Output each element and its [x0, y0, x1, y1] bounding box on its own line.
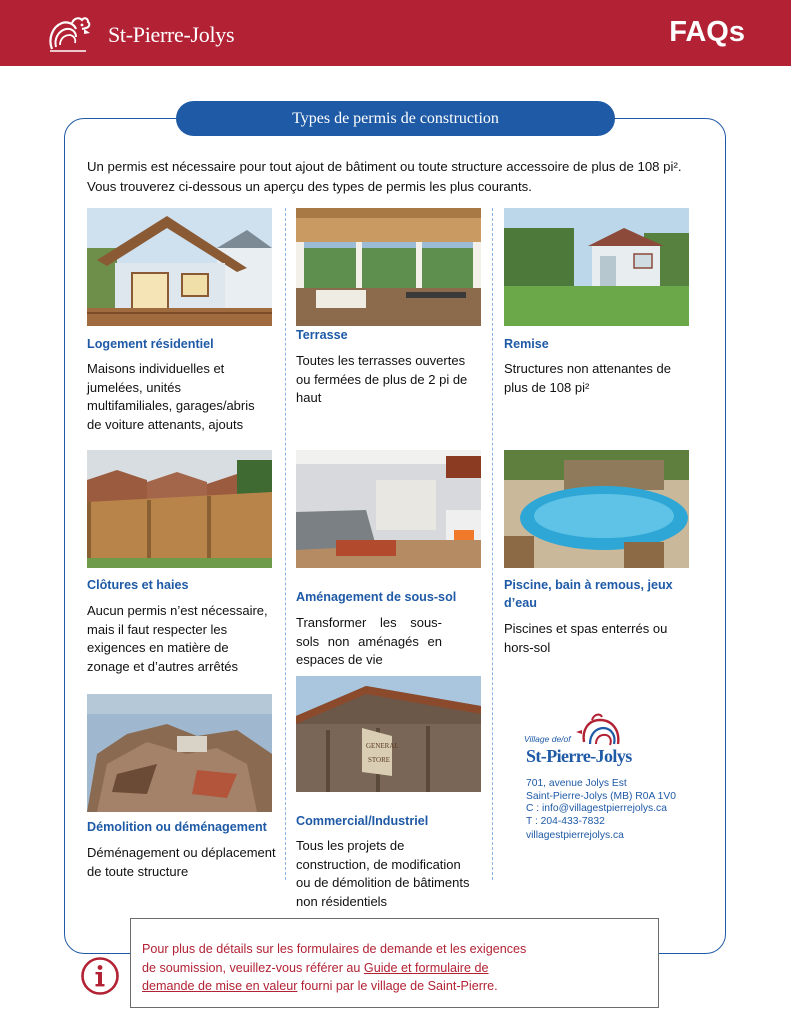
- permit-desc-remise: Structures non attenantes de plus de 108 pi²: [504, 361, 671, 395]
- permit-title-sous-sol: Aménagement de sous-sol: [296, 590, 457, 604]
- svg-text:STORE: STORE: [368, 756, 391, 764]
- contact-info: [526, 778, 676, 843]
- guide-link-part-1[interactable]: Guide et formulaire de: [363, 960, 489, 975]
- permit-title-demolition: Démolition ou déménagement: [87, 820, 267, 834]
- contact-phone: T : 204-433-7832: [526, 815, 605, 827]
- permit-desc-sous-sol: Transformer les sous-sols non aménagés en espaces de vie: [296, 615, 442, 667]
- permit-desc-clotures: Aucun permis n’est nécessaire, mais il faut respecter les exigences en matière de zonage et d’autres arrêtés: [87, 603, 268, 674]
- notice-line-3: fourni par le village de Saint-Pierre.: [297, 979, 498, 993]
- column-separator-2: [492, 208, 493, 880]
- intro-text: [87, 157, 707, 197]
- svg-text:GENERAL: GENERAL: [366, 742, 399, 750]
- notice-line-1: Pour plus de détails sur les formulaires de demande et les exigences: [142, 942, 527, 956]
- rooster-logo-icon: [46, 15, 98, 55]
- contact-email[interactable]: C : info@villagestpierrejolys.ca: [526, 803, 667, 815]
- permit-title-remise: Remise: [504, 337, 549, 351]
- permit-desc-demolition: Déménagement ou déplacement de toute structure: [87, 845, 276, 879]
- garden-shed-photo: [504, 208, 689, 326]
- intro-line-2: Vous trouverez ci-dessous un aperçu des types de permis les plus courants.: [87, 179, 532, 194]
- intro-line-1: Un permis est nécessaire pour tout ajout de bâtiment ou toute structure accessoire de plus de 108 pi².: [87, 159, 682, 174]
- finished-basement-photo: [296, 450, 481, 568]
- village-logo-small-text: Village de/of: [524, 734, 571, 744]
- permit-title-logement: Logement résidentiel: [87, 337, 214, 351]
- permit-desc-terrasse: Toutes les terrasses ouvertes ou fermées de plus de 2 pi de haut: [296, 353, 468, 405]
- village-logo-name: St-Pierre-Jolys: [526, 746, 632, 766]
- guide-link-part-2[interactable]: demande de mise en valeur: [142, 979, 298, 993]
- demolished-building-photo: [87, 694, 272, 812]
- page-header: [0, 0, 791, 66]
- general-store-photo: [296, 676, 481, 792]
- permit-desc-logement: Maisons individuelles et jumelées, unités multifamiliales, garages/abris de voiture attenants, ajouts: [87, 361, 255, 432]
- permit-desc-piscine: Piscines et spas enterrés ou hors-sol: [504, 621, 668, 655]
- info-icon: [80, 956, 120, 996]
- permit-title-piscine: Piscine, bain à remous, jeux d’eau: [504, 578, 673, 610]
- contact-address-1: 701, avenue Jolys Est: [526, 778, 627, 789]
- swimming-pool-photo: [504, 450, 689, 568]
- permit-title-clotures: Clôtures et haies: [87, 578, 189, 592]
- header-logo-text: St-Pierre-Jolys: [108, 22, 235, 47]
- contact-address-2: Saint-Pierre-Jolys (MB) R0A 1V0: [526, 790, 676, 802]
- covered-deck-photo: [296, 208, 481, 326]
- permit-title-terrasse: Terrasse: [296, 328, 348, 342]
- house-photo: [87, 208, 272, 326]
- notice-line-2: de soumission, veuillez-vous référer au: [142, 960, 364, 975]
- page-label: FAQs: [669, 16, 745, 48]
- section-title: Types de permis de construction: [176, 101, 615, 136]
- permit-desc-commercial: Tous les projets de construction, de modification ou de démolition de bâtiments non résidentiels: [296, 838, 470, 909]
- wooden-fence-photo: [87, 450, 272, 568]
- village-logo: [524, 712, 634, 774]
- contact-website[interactable]: villagestpierrejolys.ca: [526, 830, 624, 842]
- column-separator-1: [285, 208, 286, 880]
- permit-title-commercial: Commercial/Industriel: [296, 814, 429, 828]
- notice-text: [142, 940, 642, 996]
